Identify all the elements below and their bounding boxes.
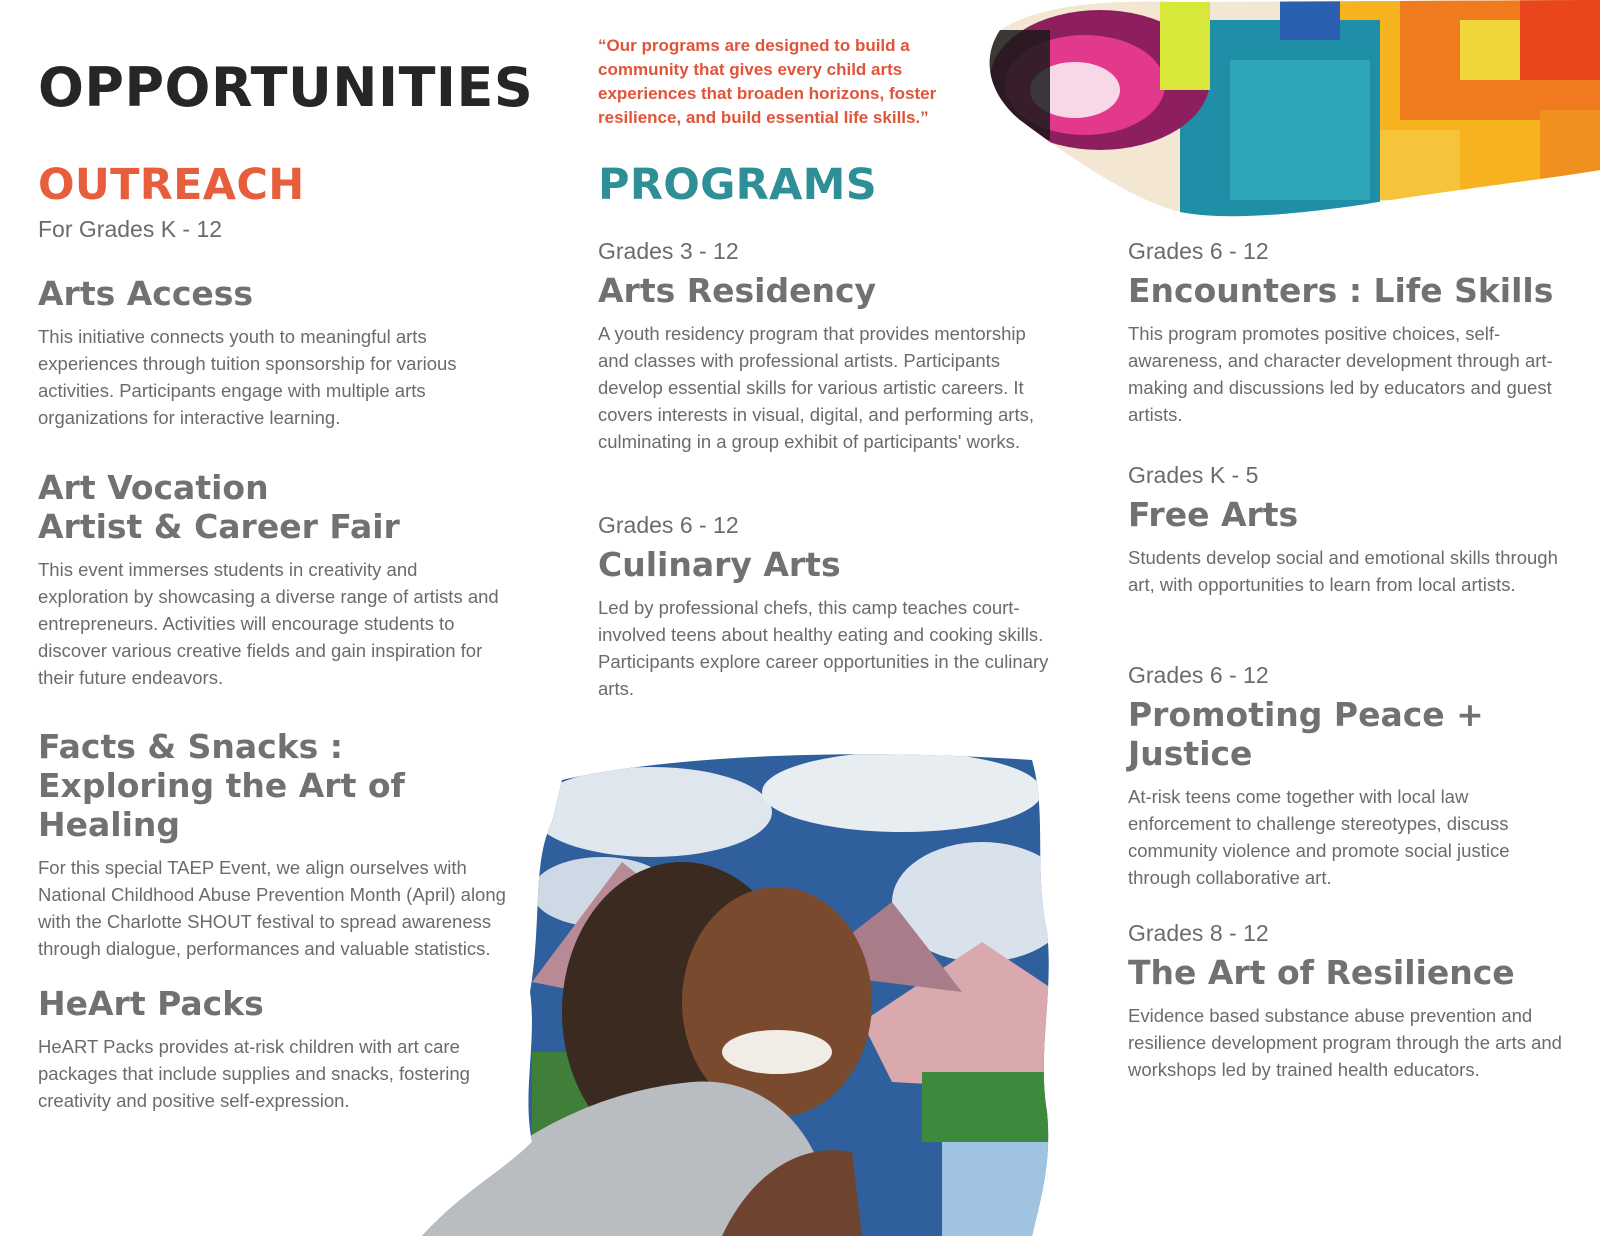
outreach-item: [38, 468, 508, 691]
program-grades: Grades K - 5: [1128, 462, 1259, 488]
program-grades: Grades 6 - 12: [1128, 662, 1269, 688]
program-grades: Grades 6 - 12: [1128, 238, 1269, 264]
item-title: [38, 468, 508, 546]
outreach-item: [38, 274, 508, 431]
item-title: Facts & Snacks : Exploring the Art of Healing: [38, 727, 405, 844]
program-item: [1128, 462, 1568, 598]
outreach-grades: For Grades K - 12: [38, 216, 223, 242]
outreach-heading: OUTREACH: [38, 160, 305, 210]
item-title: Promoting Peace + Justice: [1128, 695, 1484, 773]
item-title: Encounters : Life Skills: [1128, 271, 1554, 310]
item-description: Led by professional chefs, this camp teaches court-involved teens about healthy eating and cooking skills. Participants explore career opportunities in the culinary arts.: [598, 597, 1049, 699]
item-description: A youth residency program that provides mentorship and classes with professional artists. Participants develop essential skills for various artistic careers. It covers interests in visual, digital, and performing arts, culminating in a group exhibit of participants' works.: [598, 323, 1034, 452]
item-description: This program promotes positive choices, self-awareness, and character development through art-making and discussions led by educators and guest artists.: [1128, 323, 1553, 425]
item-title: Arts Residency: [598, 271, 877, 310]
child-photo-image: [422, 752, 1072, 1236]
item-description: This event immerses students in creativity and exploration by showcasing a diverse range of artists and entrepreneurs. Activities will encourage students to discover various creative fields and gain inspiration for their future endeavors.: [38, 559, 499, 688]
item-title: HeArt Packs: [38, 984, 264, 1023]
program-grades: Grades 6 - 12: [598, 512, 739, 538]
page-title: OPPORTUNITIES: [38, 56, 534, 119]
item-title: The Art of Resilience: [1128, 953, 1515, 992]
program-item: [598, 238, 1058, 455]
program-item: [1128, 662, 1568, 891]
item-title-line: Art Vocation: [38, 468, 269, 507]
abstract-painting-image: [980, 0, 1600, 222]
item-description: Evidence based substance abuse prevention and resilience development program through the arts and workshops led by trained health educators.: [1128, 1005, 1562, 1080]
program-grades: Grades 8 - 12: [1128, 920, 1269, 946]
mission-quote: “Our programs are designed to build a community that gives every child arts experiences that broaden horizons, foster resilience, and build essential life skills.”: [598, 36, 937, 127]
item-description: This initiative connects youth to meaningful arts experiences through tuition sponsorship for various activities. Participants engage with multiple arts organizations for interactive learning.: [38, 326, 457, 428]
program-item: [1128, 920, 1568, 1083]
program-grades: Grades 3 - 12: [598, 238, 739, 264]
program-item: [1128, 238, 1568, 428]
program-item: [598, 512, 1058, 702]
item-description: For this special TAEP Event, we align ourselves with National Childhood Abuse Prevention Month (April) along with the Charlotte SHOUT festival to spread awareness through dialogue, performances and valuable statistics.: [38, 857, 506, 959]
item-title: Arts Access: [38, 274, 254, 313]
programs-heading: PROGRAMS: [598, 160, 878, 210]
item-description: At-risk teens come together with local law enforcement to challenge stereotypes, discuss community violence and promote social justice through collaborative art.: [1128, 786, 1510, 888]
item-title: Free Arts: [1128, 495, 1299, 534]
item-description: HeART Packs provides at-risk children with art care packages that include supplies and snacks, fostering creativity and positive self-expression.: [38, 1036, 470, 1111]
item-title-line: Artist & Career Fair: [38, 507, 400, 546]
item-title: Culinary Arts: [598, 545, 841, 584]
item-description: Students develop social and emotional skills through art, with opportunities to learn from local artists.: [1128, 547, 1558, 595]
